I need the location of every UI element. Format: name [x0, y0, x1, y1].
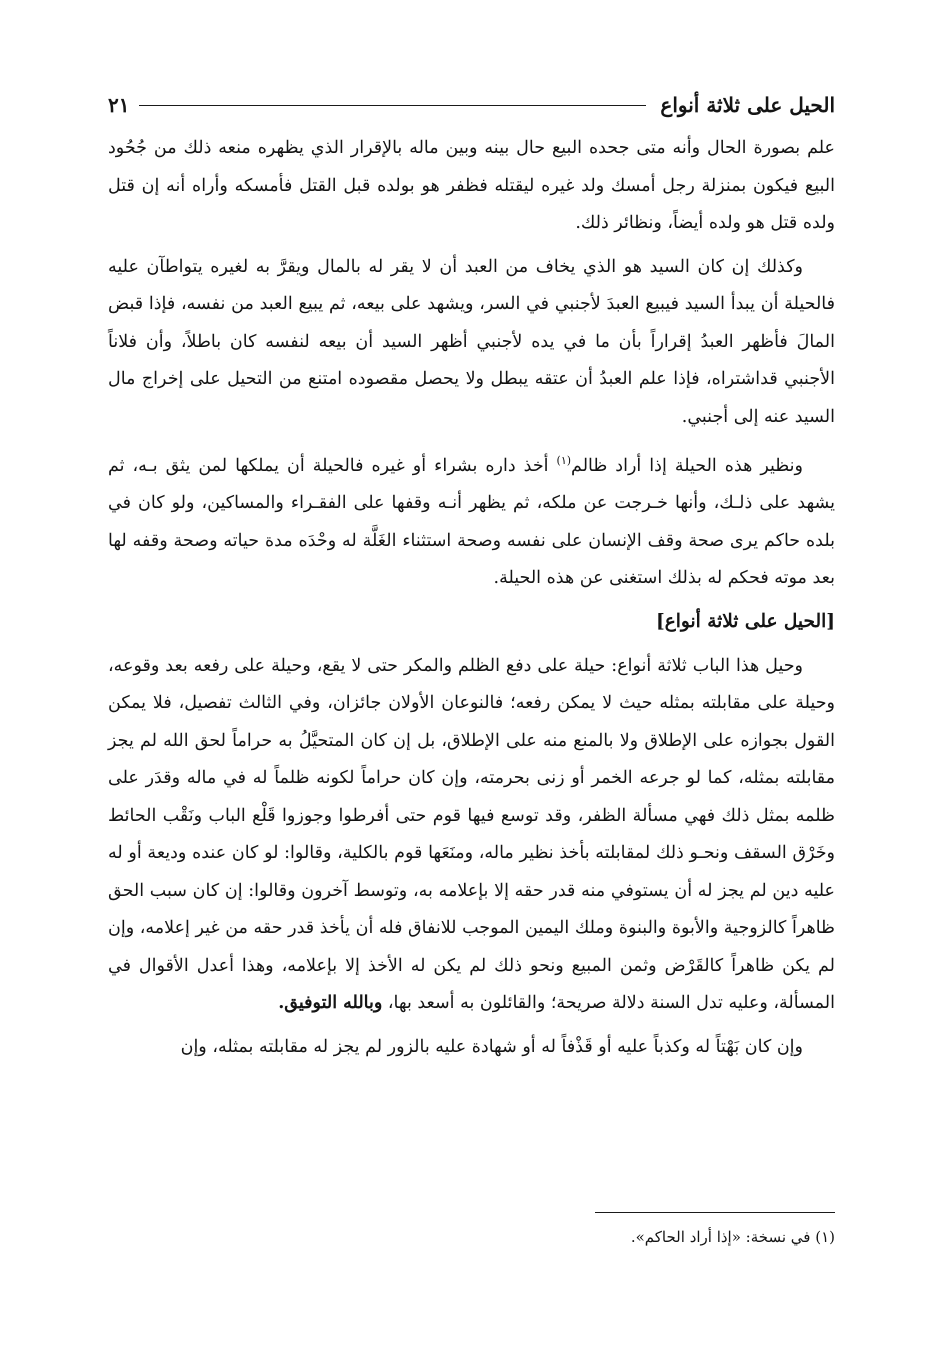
footnote-reference: (١)	[556, 454, 572, 467]
paragraph-three-types-closing: وبالله التوفيق.	[278, 993, 383, 1014]
page-number: ٢١	[108, 93, 130, 117]
paragraph-master-and-slave: وكذلك إن كان السيد هو الذي يخاف من العبد أن لا يقر له بالمال ويقرَّ به لغيره يتواطآن عليه فالحيلة أن يبدأ السيد فيبيع العبدَ لأجنبي في السر، ويشهد على بيعه، ثم يبيع العبد من نفسه، فإذا قبض المالَ فأظهر العبدُ إقراراً بأن ما في يده لأجنبي أظهر السيد أن بيعه لنفسه كان باطلاً، وأن فلاناً الأجنبي قداشتراه، فإذا علم العبدُ أن عتقه يبطل ولا يحصل مقصوده امتنع من التحيل على إخراج مال السيد عنه إلى أجنبي.	[108, 256, 835, 427]
header-rule	[139, 105, 646, 106]
paragraph-slander: وإن كان بَهْتاً له وكذباً عليه أو قَذْفاً له أو شهادة عليه بالزور لم يجز له مقابلته بمثله، وإن	[180, 1036, 803, 1057]
paragraph-continuation: علم بصورة الحال وأنه متى جحده البيع حال بينه وبين ماله بالإقرار الذي يظهره منعه ذلك من جُحُود البيع فيكون بمنزلة رجل أمسك ولد غيره ليقتله فظفر هو بولده قبل القتل فأمسكه وأراه أنه إن قتل ولده قتل هو ولده أيضاً، ونظائر ذلك.	[108, 138, 835, 233]
footnote: (١) في نسخة: «إذا أراد الحاكم».	[630, 1228, 835, 1246]
section-heading: [الحيل على ثلاثة أنواع]	[655, 610, 835, 632]
paragraph-oppressor-text-start: ونظير هذه الحيلة إذا أراد ظالم	[571, 455, 803, 476]
book-page	[108, 84, 835, 1314]
running-header	[108, 84, 835, 126]
paragraph-three-types-text: وحيل هذا الباب ثلاثة أنواع: حيلة على دفع الظلم والمكر حتى لا يقع، وحيلة على رفعه بعد وقوعه، وحيلة على مقابلته بمثله حيث لا يمكن رفعه؛ فالنوعان الأولان جائزان، وفي الثالث تفصيل، فلا يمكن القول بجوازه على الإطلاق ولا بالمنع منه على الإطلاق، بل إن كان المتحيَّلُ به حراماً لحق الله لم يجز مقابلته بمثله، كما لو جرعه الخمر أو زنى بحرمته، وإن كان حراماً لكونه ظلماً له في ماله وقدَر على ظلمه بمثل ذلك فهي مسألة الظفر، وقد توسع فيها قوم حتى أفرطوا وجوزوا قَلْع الباب ونَقْب الحائط وخَرْق السقف ونحـو ذلك لمقابلته بأخذ نظير ماله، ومنَعَها قوم بالكلية، وقالوا: لو كان عنده وديعة أو له عليه دين لم يجز له أن يستوفي منه قدر حقه إلا بإعلامه به، وتوسط آخرون وقالوا: إن كان سبب الحق ظاهراً كالزوجية والأبوة والبنوة وملك اليمين الموجب للانفاق فله أن يأخذ قدر حقه من غير إعلامه، وإن لم يكن ظاهراً كالقَرْض وثمن المبيع ونحو ذلك لم يكن له الأخذ إلا بإعلامه، وهذا أعدل الأقوال في المسألة، وعليه تدل السنة دلالة صريحة؛ والقائلون به أسعد بها،	[108, 655, 835, 1014]
paragraph-oppressor-house	[108, 442, 835, 598]
paragraph-oppressor-text-end: أخذ داره بشراء أو غيره فالحيلة أن يملكها لمن يثق بـه، ثم يشهد على ذلـك، وأنها خـرجت عن ملكه، ثم يظهر أنـه وقفها على الفقـراء والمساكين، ولو كان في بلده حاكم يرى صحة وقف الإنسان على نفسه وصحة استثناء الغَلَّة له وحْدَه مدة حياته وصحة وقفه لها بعد موته فحكم له بذلك استغنى عن هذه الحيلة.	[108, 455, 835, 589]
running-header-title: الحيل على ثلاثة أنواع	[660, 93, 835, 117]
paragraph-three-types	[108, 648, 835, 1023]
footnote-rule	[595, 1212, 835, 1213]
